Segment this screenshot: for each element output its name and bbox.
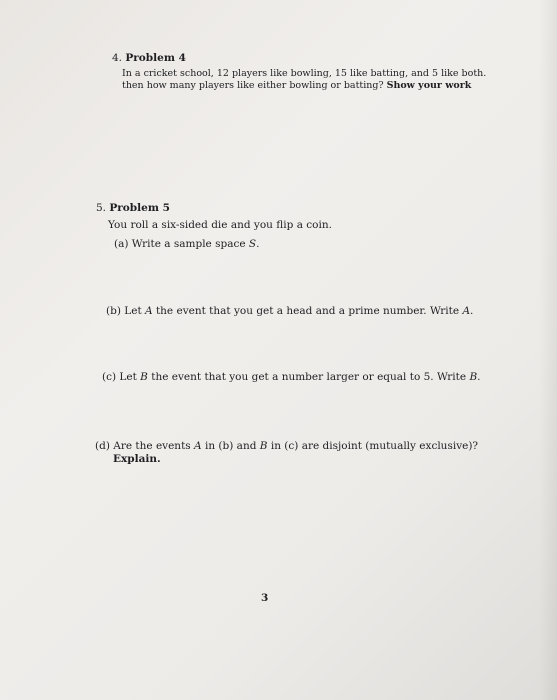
part-c-var2: B <box>469 371 478 383</box>
part-b: (b) Let A the event that you get a head and a prime number. Write A. <box>106 305 474 317</box>
part-b-var: A <box>145 305 153 317</box>
problem-4-line2 <box>122 80 471 91</box>
part-b-text: Let <box>124 305 142 317</box>
part-c-label: (c) <box>102 371 117 383</box>
part-d-var2: B <box>259 440 268 452</box>
problem-4-title: Problem 4 <box>125 52 186 64</box>
problem-5-number: 5. <box>96 202 107 214</box>
problem-4-number: 4. <box>112 52 123 64</box>
part-d <box>95 440 478 452</box>
part-a-var: S <box>248 238 257 250</box>
part-b-label: (b) <box>106 305 121 317</box>
part-c: (c) Let B the event that you get a number larger or equal to 5. Write B. <box>102 371 481 383</box>
problem-5-intro: You roll a six-sided die and you flip a coin. <box>108 219 332 231</box>
part-a: (a) Write a sample space S. <box>114 238 260 250</box>
problem-5-heading <box>96 202 170 214</box>
part-c-text2: the event that you get a number larger or equal to 5. Write <box>151 371 467 383</box>
part-c-text: Let <box>119 371 137 383</box>
problem-4-question: then how many players like either bowling or batting? <box>122 80 384 91</box>
part-a-text: Write a sample space <box>131 238 246 250</box>
page-number: 3 <box>261 592 269 604</box>
part-b-var2: A <box>462 305 471 317</box>
problem-5-title: Problem 5 <box>109 202 170 214</box>
problem-4-show-work: Show your work <box>386 80 472 91</box>
part-c-var: B <box>140 371 148 383</box>
part-d-label: (d) <box>95 440 110 452</box>
part-d-explain: Explain. <box>113 453 161 465</box>
part-d-text3: in (c) are disjoint (mutually exclusive)? <box>270 440 479 452</box>
part-b-text2: the event that you get a head and a prime number. Write <box>155 305 460 317</box>
part-d-text2: in (b) and <box>204 440 257 452</box>
problem-4-line1: In a cricket school, 12 players like bowling, 15 like batting, and 5 like both. <box>122 68 487 79</box>
problem-4-heading <box>112 52 186 64</box>
part-d-var: A <box>194 440 202 452</box>
part-d-text: Are the events <box>113 440 191 452</box>
page-edge-shadow <box>539 0 557 700</box>
part-a-label: (a) <box>114 238 129 250</box>
